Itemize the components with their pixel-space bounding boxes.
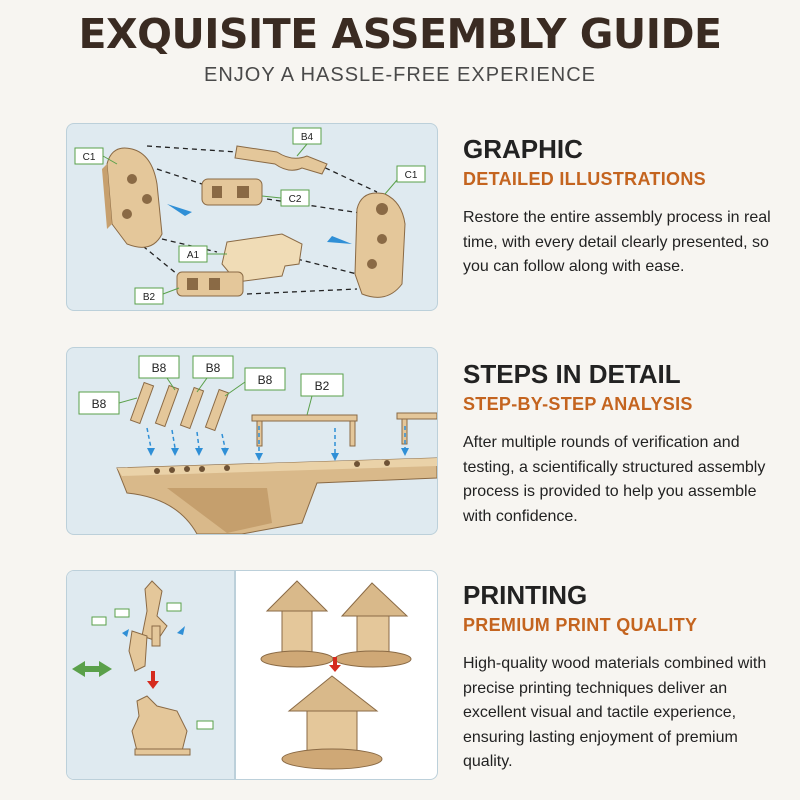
part-base-body — [117, 458, 437, 534]
section-printing-description: High-quality wood materials combined with precise printing techniques deliver an excellent visual and tactile experience, ensuring lasting enjoyment of premium quality. — [463, 655, 767, 770]
label-b2: B2 — [142, 292, 156, 303]
part-c1-right — [355, 193, 405, 297]
printing-illustration-panel — [66, 570, 438, 780]
section-graphic-description: Restore the entire assembly process in real time, with every detail clearly presented, so you can follow along with ease. — [463, 209, 771, 275]
part-c1-left — [102, 148, 162, 247]
label-b2: B2 — [314, 379, 330, 393]
part-c2 — [202, 179, 262, 205]
b2-frame — [252, 413, 437, 446]
section-steps-description: After multiple rounds of verification and testing, a scientifically structured assembly process is provided to help you assemble with confidence. — [463, 434, 766, 525]
exploded-assembly-diagram — [67, 124, 437, 310]
graphic-illustration-panel — [66, 123, 438, 311]
label-b8-4: B8 — [257, 373, 273, 387]
page-subtitle: ENJOY A HASSLE-FREE EXPERIENCE — [204, 64, 596, 86]
section-graphic — [463, 134, 783, 280]
carousel-top-left — [261, 581, 333, 667]
section-steps-title: STEPS IN DETAIL — [463, 359, 681, 389]
label-a1: A1 — [186, 250, 200, 261]
b8-pieces — [130, 382, 228, 430]
part-b4 — [235, 146, 327, 174]
carousel-assembly-diagram — [67, 571, 437, 779]
carousel-assembled — [282, 676, 382, 769]
label-c1-left: C1 — [82, 152, 96, 163]
section-steps-subtitle: STEP-BY-STEP ANALYSIS — [463, 394, 693, 414]
carousel-top-right — [335, 583, 411, 667]
section-graphic-title: GRAPHIC — [463, 134, 583, 164]
section-graphic-subtitle: DETAILED ILLUSTRATIONS — [463, 169, 706, 189]
label-c2: C2 — [288, 194, 302, 205]
section-steps — [463, 359, 783, 529]
section-printing — [463, 580, 783, 775]
page-title: EXQUISITE ASSEMBLY GUIDE — [78, 10, 722, 58]
section-printing-title: PRINTING — [463, 580, 588, 610]
steps-illustration-panel — [66, 347, 438, 535]
label-b8-3: B8 — [205, 361, 221, 375]
label-c1-right: C1 — [404, 170, 418, 181]
label-b8-2: B8 — [151, 361, 167, 375]
label-b4: B4 — [300, 132, 314, 143]
step-assembly-diagram — [67, 348, 437, 534]
label-b8-1: B8 — [91, 397, 107, 411]
section-printing-subtitle: PREMIUM PRINT QUALITY — [463, 615, 698, 635]
part-b2 — [177, 272, 243, 296]
